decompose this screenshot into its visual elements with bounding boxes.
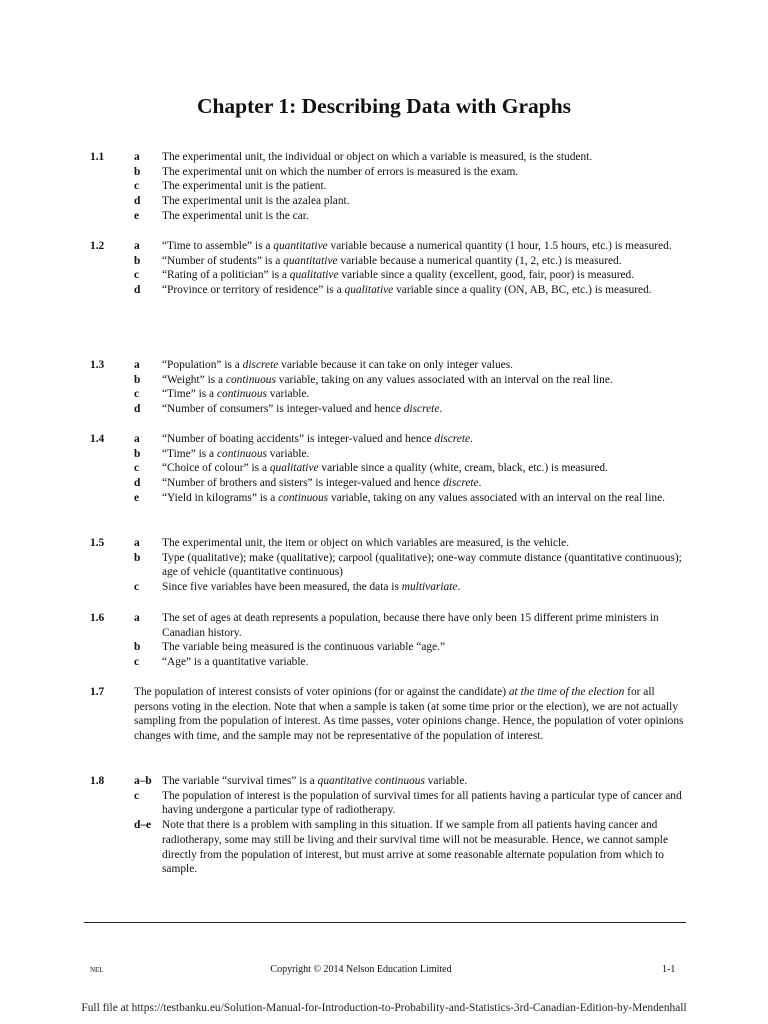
answer-part <box>90 774 690 789</box>
problem-number: 1.3 <box>90 359 105 371</box>
answer-term: continuous <box>216 447 267 460</box>
answer-text: variable since a quality (excellent, good, fair, poor) is measured. <box>338 269 635 282</box>
part-label: c <box>134 462 140 475</box>
part-label: a <box>134 612 140 624</box>
answer-term: at the time of the election <box>508 686 625 698</box>
part-label: b <box>134 551 141 564</box>
answer-text: variable since a quality (ON, AB, BC, etc.) is measured. <box>393 284 652 297</box>
chapter-title: Chapter 1: Describing Data with Graphs <box>196 94 572 118</box>
answer-text: “Rating of a politician” is a <box>162 269 290 282</box>
part-label: e <box>134 209 140 222</box>
answer-text: The experimental unit, the item or object on which variables are measured, is the vehicle. <box>162 537 570 549</box>
answer-text: variable because it can take on only integer values. <box>278 359 513 371</box>
part-label: b <box>134 641 141 654</box>
part-label: b <box>134 165 141 178</box>
problem-1-4 <box>90 432 690 506</box>
answer-part <box>90 254 690 269</box>
answer-term: quantitative <box>283 254 338 267</box>
answer-term: qualitative <box>344 284 394 297</box>
answer-term: continuous <box>225 373 276 386</box>
answer-text: “Province or territory of residence” is a <box>162 284 345 297</box>
answer-part <box>90 476 690 491</box>
problem-1-2 <box>90 239 690 298</box>
part-label: c <box>134 269 140 282</box>
part-label: a–b <box>134 775 152 787</box>
part-label: b <box>134 447 141 460</box>
part-label: b <box>134 373 141 386</box>
part-label: c <box>134 581 140 594</box>
answer-text: The variable being measured is the continuous variable “age.” <box>162 641 446 654</box>
answer-part <box>90 789 690 818</box>
answer-paragraph <box>90 685 690 744</box>
answer-text: The set of ages at death represents a population, because there have only been 15 different prime ministers in Canadian history. <box>162 612 659 639</box>
answer-text: variable because a numerical quantity (1, 2, etc.) is measured. <box>337 254 622 267</box>
answer-text: “Number of brothers and sisters” is integer-valued and hence <box>162 477 443 490</box>
answer-part <box>90 194 690 209</box>
answer-part <box>90 402 690 417</box>
answer-text: variable. <box>424 775 468 787</box>
answer-text: “Time to assemble” is a <box>162 240 274 252</box>
part-label: a <box>134 537 140 549</box>
answer-term: multivariate <box>401 581 458 594</box>
answer-text: . <box>478 477 482 490</box>
answer-text: . <box>439 403 443 416</box>
problem-number: 1.6 <box>90 612 105 624</box>
answer-text: “Yield in kilograms” is a <box>162 491 279 504</box>
problem-number: 1.8 <box>90 775 105 787</box>
answer-part <box>90 373 690 388</box>
answer-text: The experimental unit, the individual or object on which a variable is measured, is the student. <box>162 151 593 163</box>
answer-text: variable. <box>266 447 310 460</box>
answer-text: . <box>457 581 461 594</box>
answer-text: “Number of boating accidents” is integer-valued and hence <box>162 433 435 445</box>
part-label: b <box>134 254 141 267</box>
answer-text: “Age” is a quantitative variable. <box>162 656 309 669</box>
part-label: c <box>134 789 140 802</box>
answer-part <box>90 655 690 670</box>
problem-1-1 <box>90 150 690 224</box>
part-label: c <box>134 656 140 669</box>
answer-text: “Number of consumers” is integer-valued and hence <box>162 403 404 416</box>
answer-part <box>90 818 690 877</box>
answer-term: qualitative <box>269 462 319 475</box>
answer-part <box>90 239 690 254</box>
part-label: c <box>134 388 140 401</box>
part-label: a <box>134 151 140 163</box>
answer-term: discrete <box>403 403 440 416</box>
answer-text: The experimental unit on which the number of errors is measured is the exam. <box>162 165 519 178</box>
part-label: d <box>134 284 141 297</box>
answer-text: “Time” is a <box>162 447 217 460</box>
answer-part <box>90 283 690 298</box>
problem-1-5 <box>90 536 690 595</box>
problem-1-7 <box>90 685 690 744</box>
answer-part <box>90 268 690 283</box>
answer-part <box>90 358 690 373</box>
problem-1-3 <box>90 358 690 417</box>
answer-text: “Number of students” is a <box>162 254 284 267</box>
part-label: a <box>134 240 140 252</box>
answer-text: “Population” is a <box>162 359 243 371</box>
answer-part <box>90 447 690 462</box>
answer-part <box>90 491 690 506</box>
part-label: d <box>134 403 141 416</box>
answer-term: discrete <box>442 477 479 490</box>
answer-part <box>90 209 690 224</box>
footer-divider <box>84 922 686 923</box>
answer-part <box>90 432 690 447</box>
answer-text: “Weight” is a <box>162 373 226 386</box>
answer-part <box>90 611 690 640</box>
part-label: c <box>134 180 140 193</box>
answer-part <box>90 640 690 655</box>
part-label: a <box>134 433 140 445</box>
answer-term: quantitative continuous <box>317 775 425 787</box>
answer-text: The population of interest is the population of survival times for all patients having a particular type of cancer and having undergone a particular type of radiotherapy. <box>162 789 682 817</box>
answer-text: variable. <box>266 388 310 401</box>
problem-1-8 <box>90 774 690 877</box>
answer-part <box>90 150 690 165</box>
answer-term: qualitative <box>289 269 339 282</box>
answer-part <box>90 536 690 551</box>
answer-term: discrete <box>434 433 471 445</box>
answer-term: continuous <box>216 388 267 401</box>
answer-term: continuous <box>278 491 329 504</box>
answer-part <box>90 461 690 476</box>
problem-number: 1.4 <box>90 433 105 445</box>
part-label: d <box>134 195 141 208</box>
answer-text: The population of interest consists of voter opinions (for or against the candidate) <box>134 686 509 698</box>
answer-part <box>90 551 690 580</box>
problem-number: 1.7 <box>90 686 105 698</box>
problem-number: 1.1 <box>90 151 105 163</box>
problem-number: 1.2 <box>90 240 105 252</box>
answer-text: for all persons voting in the election. Note that when a sample is taken (at some time prior or the election), we are not actually sampling from the population of interest. As time passes, voter opinions change. Hence, the population of voter opinions changes with time, and the sample may not be representative of the population of interest. <box>134 686 684 743</box>
answer-part <box>90 387 690 402</box>
answer-term: quantitative <box>273 240 328 252</box>
answer-text: Since five variables have been measured, the data is <box>162 581 402 594</box>
problem-1-6 <box>90 611 690 670</box>
answer-part <box>90 580 690 595</box>
answer-text: “Time” is a <box>162 388 217 401</box>
part-label: a <box>134 359 140 371</box>
part-label: e <box>134 491 140 504</box>
answer-text: The experimental unit is the azalea plant. <box>162 195 350 208</box>
answer-part <box>90 179 690 194</box>
part-label: d–e <box>134 819 152 832</box>
publisher-mark: NEL <box>90 966 104 974</box>
answer-text: “Choice of colour” is a <box>162 462 270 475</box>
answer-text: variable, taking on any values associated with an interval on the real line. <box>328 491 665 504</box>
answer-text: variable, taking on any values associated with an interval on the real line. <box>275 373 613 386</box>
part-label: d <box>134 477 141 490</box>
answer-text: The experimental unit is the car. <box>162 209 309 222</box>
answer-text: . <box>470 433 473 445</box>
answer-part <box>90 165 690 180</box>
copyright-notice: Copyright © 2014 Nelson Education Limited <box>270 964 452 975</box>
answer-text: variable because a numerical quantity (1 hour, 1.5 hours, etc.) is measured. <box>327 240 672 252</box>
full-file-link[interactable]: Full file at https://testbanku.eu/Solution-Manual-for-Introduction-to-Probability-and-Statistics-3rd-Canadian-Edition-by-Mendenhall <box>81 1002 687 1014</box>
answer-text: Type (qualitative); make (qualitative); carpool (qualitative); one-way commute distance (quantitative continuous); age of vehicle (quantitative continuous) <box>162 551 682 579</box>
answer-text: variable since a quality (white, cream, black, etc.) is measured. <box>318 462 608 475</box>
answer-text: The variable “survival times” is a <box>162 775 318 787</box>
page-number: 1-1 <box>662 964 676 975</box>
answer-text: The experimental unit is the patient. <box>162 180 327 193</box>
answer-term: discrete <box>242 359 279 371</box>
problem-number: 1.5 <box>90 537 105 549</box>
answer-text: Note that there is a problem with sampling in this situation. If we sample from all patients having cancer and radiotherapy, some may still be living and their survival time will not be measurable. Hence, we cannot sample directly from the population of interest, but must arrive at some reasonable alternate population from which to sample. <box>162 819 668 876</box>
